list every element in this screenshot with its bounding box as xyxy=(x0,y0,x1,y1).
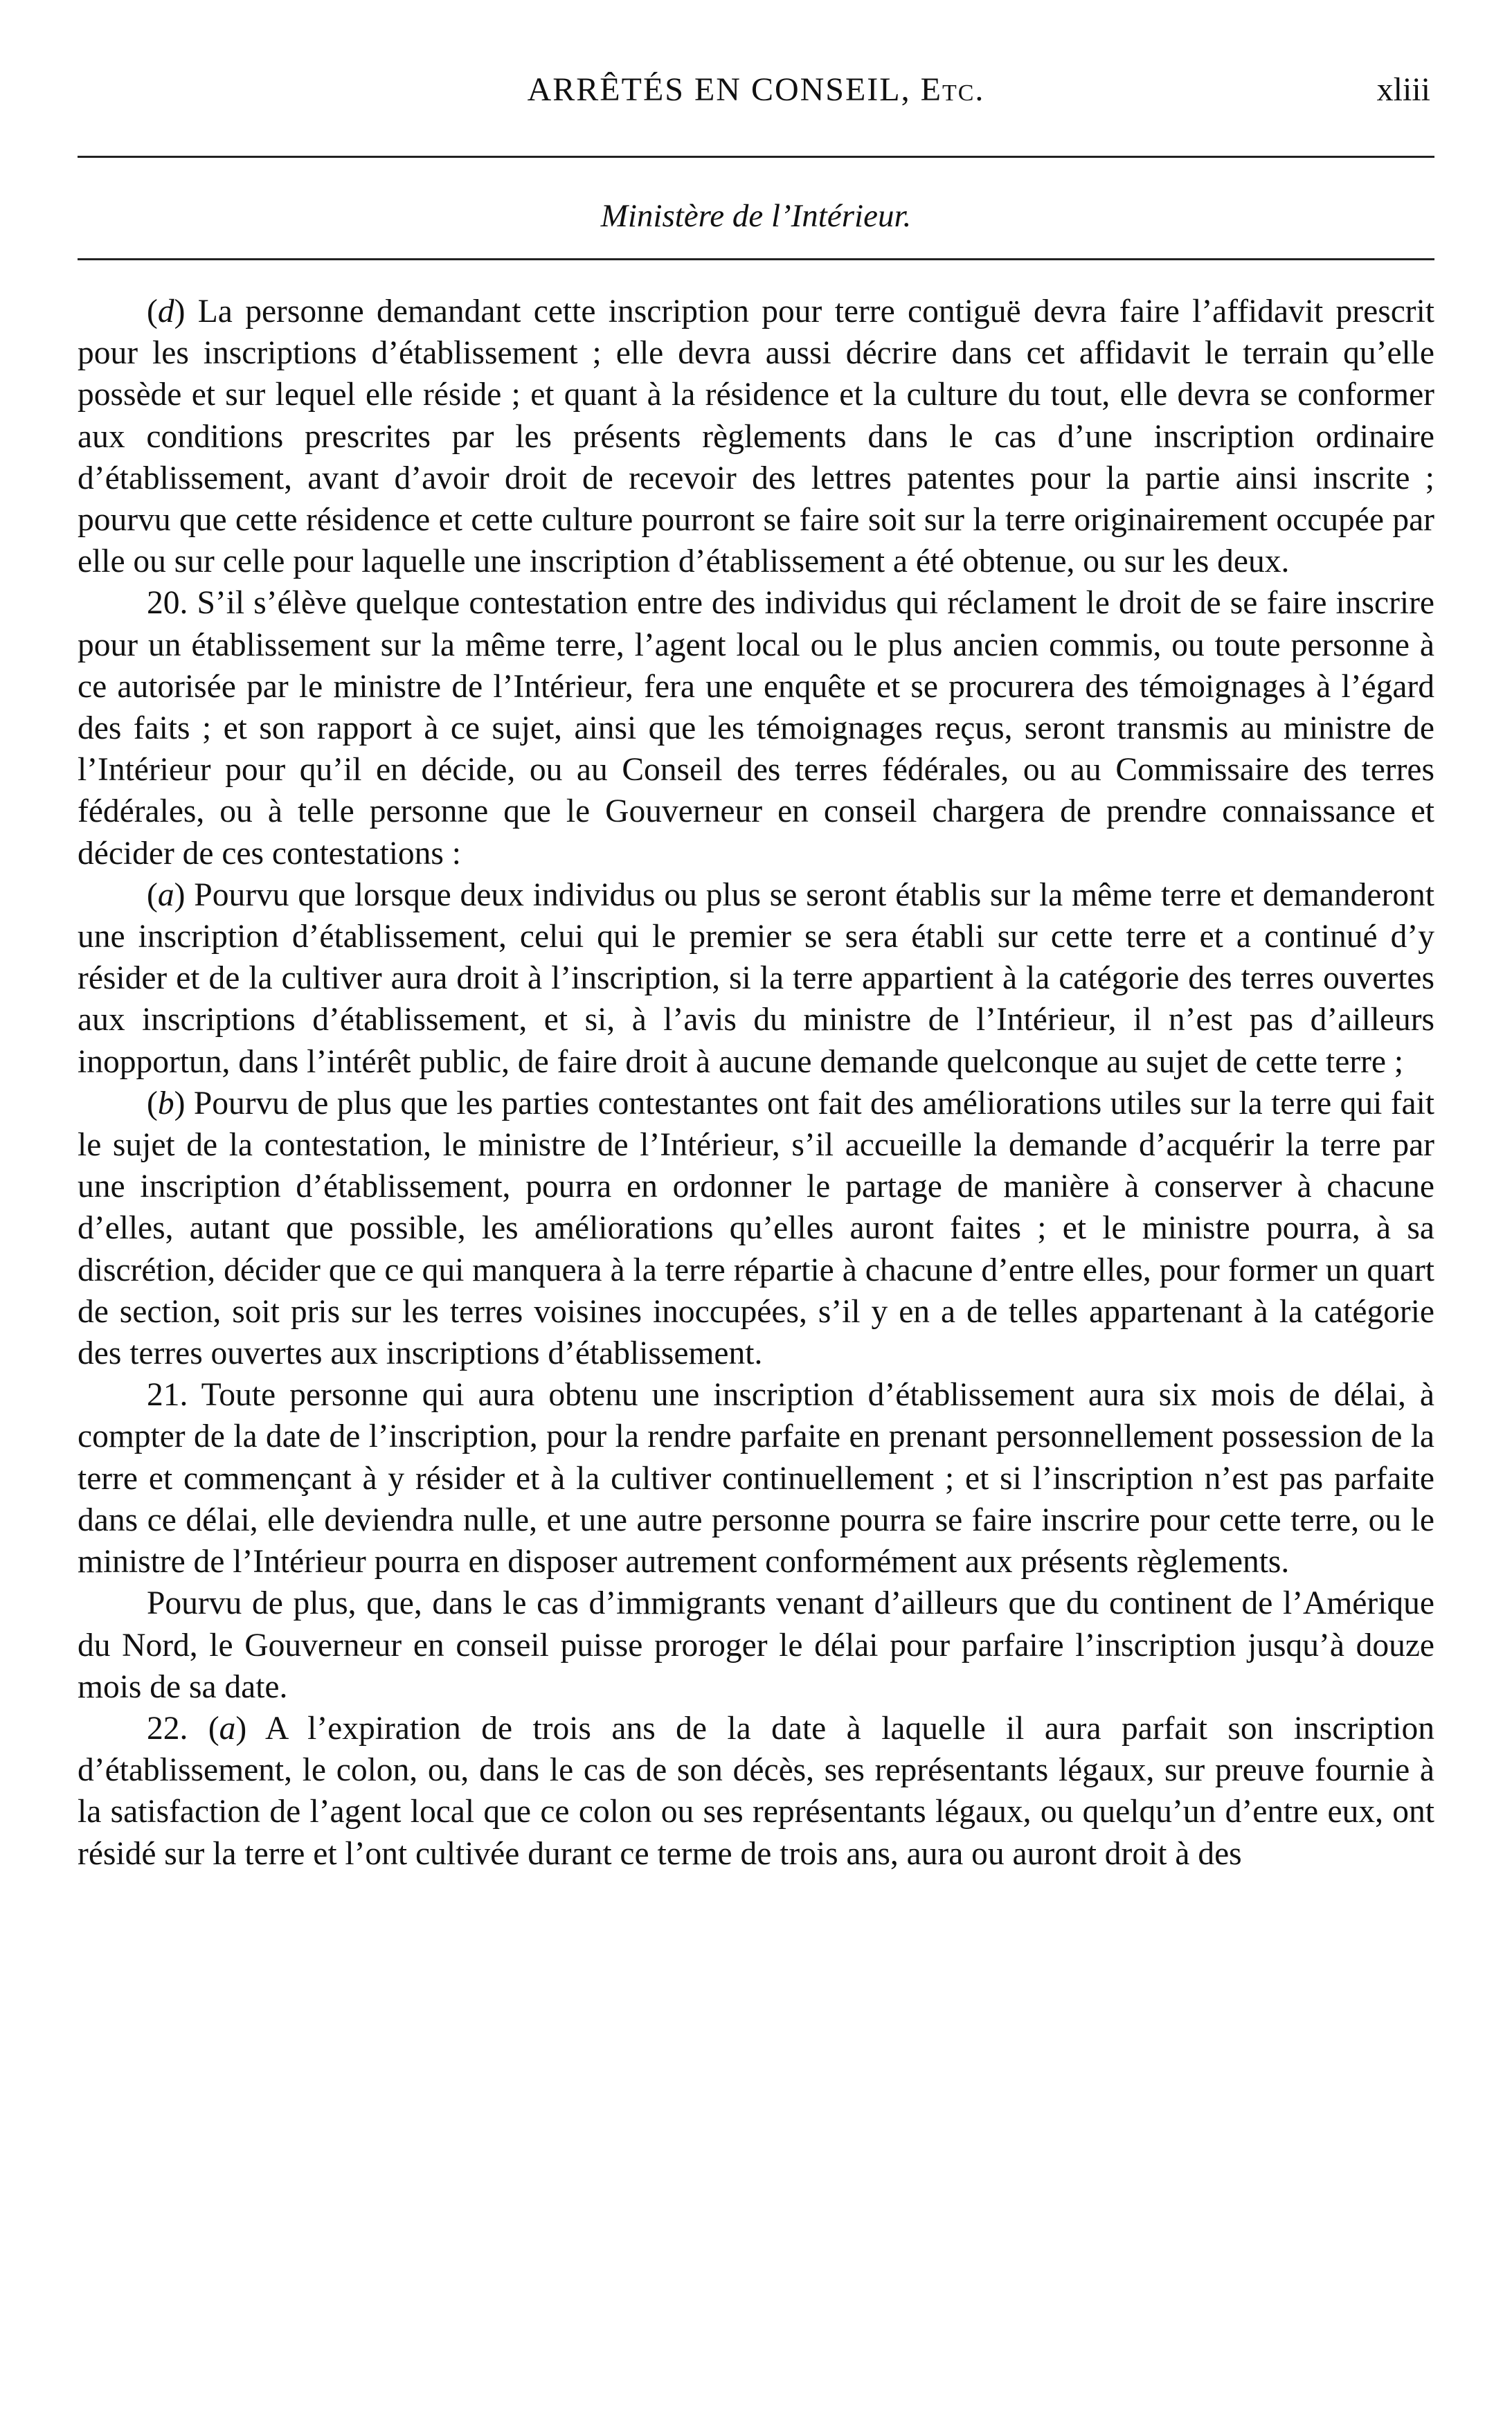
paragraph-lead: ( xyxy=(147,1085,158,1121)
paragraph-lead: 20. xyxy=(147,585,188,622)
paragraph-20-a xyxy=(78,874,1434,1083)
running-head-end: . xyxy=(975,71,985,108)
paragraph-label: b xyxy=(157,1085,174,1121)
paragraph-20 xyxy=(78,582,1434,874)
body-text xyxy=(78,291,1434,1875)
paragraph-label: d xyxy=(157,294,174,330)
paragraph-label-close: ) xyxy=(174,876,186,913)
paragraph-label-close: ) xyxy=(235,1710,247,1747)
page-number: xliii xyxy=(1376,71,1430,108)
paragraph-text: Pourvu de plus que les parties contestantes ont fait des améliorations utiles sur la terre qui fait le sujet de la contestation, le ministre de l’Intérieur, s’il accueille la demande d’acquérir la terre par une inscription d’établissement, pourra en ordonner le partage de manière à conserver à chacune d’elles, autant que possible, les améliorations qu’elles auront faites ; et le ministre pourra, à sa discrétion, décider que ce qui manquera à la terre répartie à chacune d’entre elles, pour former un quart de section, soit pris sur les terres voisines inoccupées, s’il y en a de telles appartenant à la catégorie des terres ouvertes aux inscriptions d’établissement. xyxy=(78,1085,1434,1372)
running-head-main: ARRÊTÉS EN CONSEIL, E xyxy=(527,71,942,108)
paragraph-label: a xyxy=(219,1710,236,1747)
running-head xyxy=(0,69,1512,111)
paragraph-d xyxy=(78,291,1434,582)
paragraph-label-close: ) xyxy=(174,1085,186,1121)
paragraph-20-b xyxy=(78,1083,1434,1374)
paragraph-21-proviso xyxy=(78,1583,1434,1708)
paragraph-22-a xyxy=(78,1708,1434,1875)
section-title: Ministère de l’Intérieur. xyxy=(600,198,912,234)
paragraph-21 xyxy=(78,1374,1434,1583)
paragraph-lead: 22. ( xyxy=(147,1710,219,1747)
paragraph-text: Pourvu de plus, que, dans le cas d’immigrants venant d’ailleurs que du continent de l’Amérique du Nord, le Gouverneur en conseil puisse proroger le délai pour parfaire l’inscription jusqu’à douze mois de sa date. xyxy=(78,1585,1434,1705)
paragraph-lead: 21. xyxy=(147,1377,188,1414)
paragraph-text: La personne demandant cette inscription pour terre contiguë devra faire l’affidavit prescrit pour les inscriptions d’établissement ; elle devra aussi décrire dans cet affidavit le terrain qu’elle possède et sur lequel elle réside ; et quant à la résidence et la culture du tout, elle devra se conformer aux conditions prescrites par les présents règlements dans le cas d’une inscription ordinaire d’établissement, avant d’avoir droit de recevoir des lettres patentes pour la partie ainsi inscrite ; pourvu que cette résidence et cette culture pourront se faire soit sur la terre originairement occupée par elle ou sur celle pour laquelle une inscription d’établissement a été obtenue, ou sur les deux. xyxy=(78,294,1434,580)
bottom-rule xyxy=(78,258,1434,260)
paragraph-text: Pourvu que lorsque deux individus ou plus se seront établis sur la même terre et demanderont une inscription d’établissement, celui qui le premier se sera établi sur cette terre et a continué d’y résider et de la cultiver aura droit à l’inscription, si la terre appartient à la catégorie des terres ouvertes aux inscriptions d’établissement, et si, à l’avis du ministre de l’Intérieur, il n’est pas d’ailleurs inopportun, dans l’intérêt public, de faire droit à aucune demande quelconque au sujet de cette terre ; xyxy=(78,876,1434,1080)
paragraph-lead: ( xyxy=(147,294,158,330)
paragraph-text: Toute personne qui aura obtenu une inscription d’établissement aura six mois de délai, à compter de la date de l’inscription, pour la rendre parfaite en prenant personnellement possession de la terre et commençant à y résider et à la cultiver continuellement ; et si l’inscription n’est pas parfaite dans ce délai, elle deviendra nulle, et une autre personne pourra se faire inscrire pour cette terre, ou le ministre de l’Intérieur pourra en disposer autrement conformément aux présents règlements. xyxy=(78,1377,1434,1580)
top-rule xyxy=(78,156,1434,158)
running-head-etc: tc xyxy=(942,71,975,108)
paragraph-lead: ( xyxy=(147,876,158,913)
paragraph-label: a xyxy=(157,876,174,913)
paragraph-text: A l’expiration de trois ans de la date à laquelle il aura parfait son inscription d’établissement, le colon, ou, dans le cas de son décès, ses représentants légaux, sur preuve fournie à la satisfaction de l’agent local que ce colon ou ses représentants légaux, ou quelqu’un d’entre eux, ont résidé sur la terre et l’ont cultivée durant ce terme de trois ans, aura ou auront droit à des xyxy=(78,1710,1434,1872)
paragraph-label-close: ) xyxy=(174,294,186,330)
paragraph-text: S’il s’élève quelque contestation entre des individus qui réclament le droit de se faire inscrire pour un établissement sur la même terre, l’agent local ou le plus ancien commis, ou toute personne à ce autorisée par le ministre de l’Intérieur, fera une enquête et se procurera des témoignages à l’égard des faits ; et son rapport à ce sujet, ainsi que les témoignages reçus, seront transmis au ministre de l’Intérieur pour qu’il en décide, ou au Conseil des terres fédérales, ou au Commissaire des terres fédérales, ou à telle personne que le Gouverneur en conseil chargera de prendre connaissance et décider de ces contestations : xyxy=(78,585,1434,872)
